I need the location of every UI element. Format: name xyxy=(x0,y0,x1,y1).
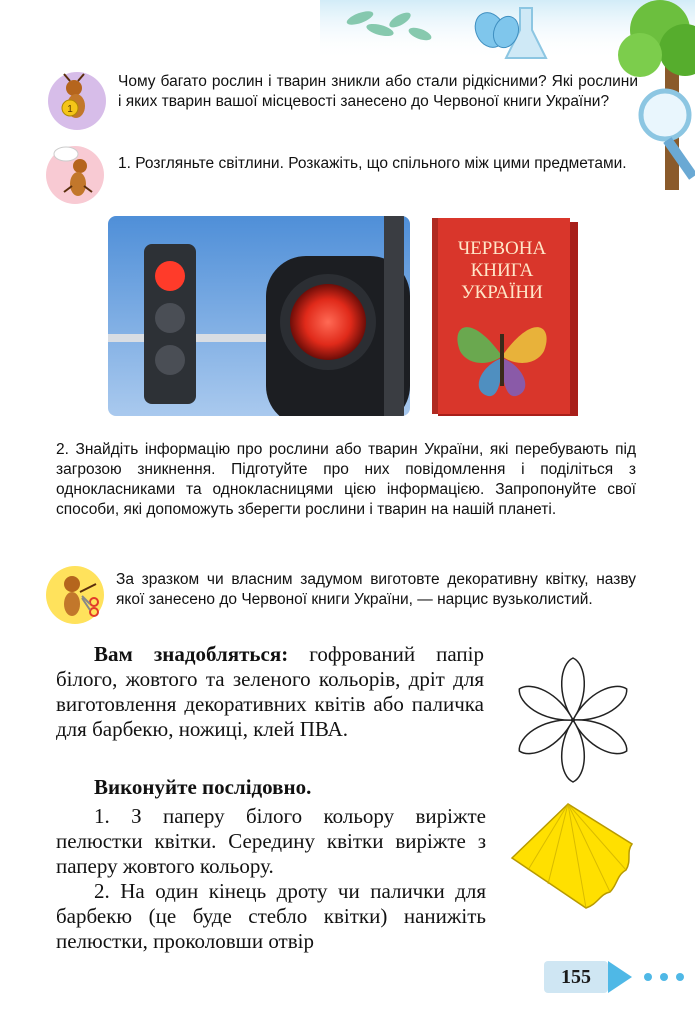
ant-scissors-icon xyxy=(46,566,104,624)
ant-teacher-badge xyxy=(48,72,106,130)
ant-craft-badge xyxy=(46,566,104,624)
question-3: 2. Знайдіть інформацію про рослини або тварин України, які перебувають під загрозою зникнення. Підготуйте про них повідомлення і поділіться з однокласниками та однокласницями цією інформацією. Запропонуйте свої способи, які допоможуть зберегти рослини і тварин на нашій планеті. xyxy=(56,441,636,518)
steps-title: Виконуйте послідовно. xyxy=(94,775,312,799)
page-number-badge xyxy=(540,957,690,997)
materials-text: гофрований папір білого, жовтого та зеленого кольорів, дріт для виготовлення декоративних квітів або паличка для барбекю, ножиці, клей ПВА. xyxy=(56,642,484,741)
question-1: Чому багато рослин і тварин зникли або стали рідкісними? Які рослини і яких тварин вашої місцевості занесено до Червоної книги України? xyxy=(118,73,638,110)
page-number: 155 xyxy=(561,966,591,988)
traffic-light-photo xyxy=(108,216,410,416)
petal-template-drawing xyxy=(508,654,638,784)
materials-paragraph xyxy=(56,642,484,742)
ant-thinking-icon xyxy=(46,146,104,204)
ant-icon xyxy=(48,72,106,130)
book-title-line1: ЧЕРВОНА xyxy=(457,238,547,259)
step-2: 2. На один кінець дроту чи палички для барбекю (це буде стебло квітки) нанижіть пелюстки, проколовши отвір xyxy=(56,879,486,953)
ant-thinking-badge xyxy=(46,146,104,204)
question-2: 1. Розгляньте світлини. Розкажіть, що спільного між цими предметами. xyxy=(118,155,627,172)
badge-number: 1 xyxy=(67,104,73,115)
craft-task: За зразком чи власним задумом виготовте декоративну квітку, назву якої занесено до Червоної книги України, — нарцис вузьколистий. xyxy=(116,571,636,608)
red-book-photo xyxy=(430,216,580,416)
book-title-line2: КНИГА xyxy=(470,260,534,281)
header-illustration xyxy=(320,0,695,230)
step-1: 1. З паперу білого кольору виріжте пелюстки квітки. Середину квітки виріжте з паперу жовтого кольору. xyxy=(56,804,486,878)
materials-label: Вам знадобляться: xyxy=(94,642,289,666)
yellow-corona-drawing xyxy=(508,796,638,916)
book-title-line3: УКРАЇНИ xyxy=(461,282,543,303)
